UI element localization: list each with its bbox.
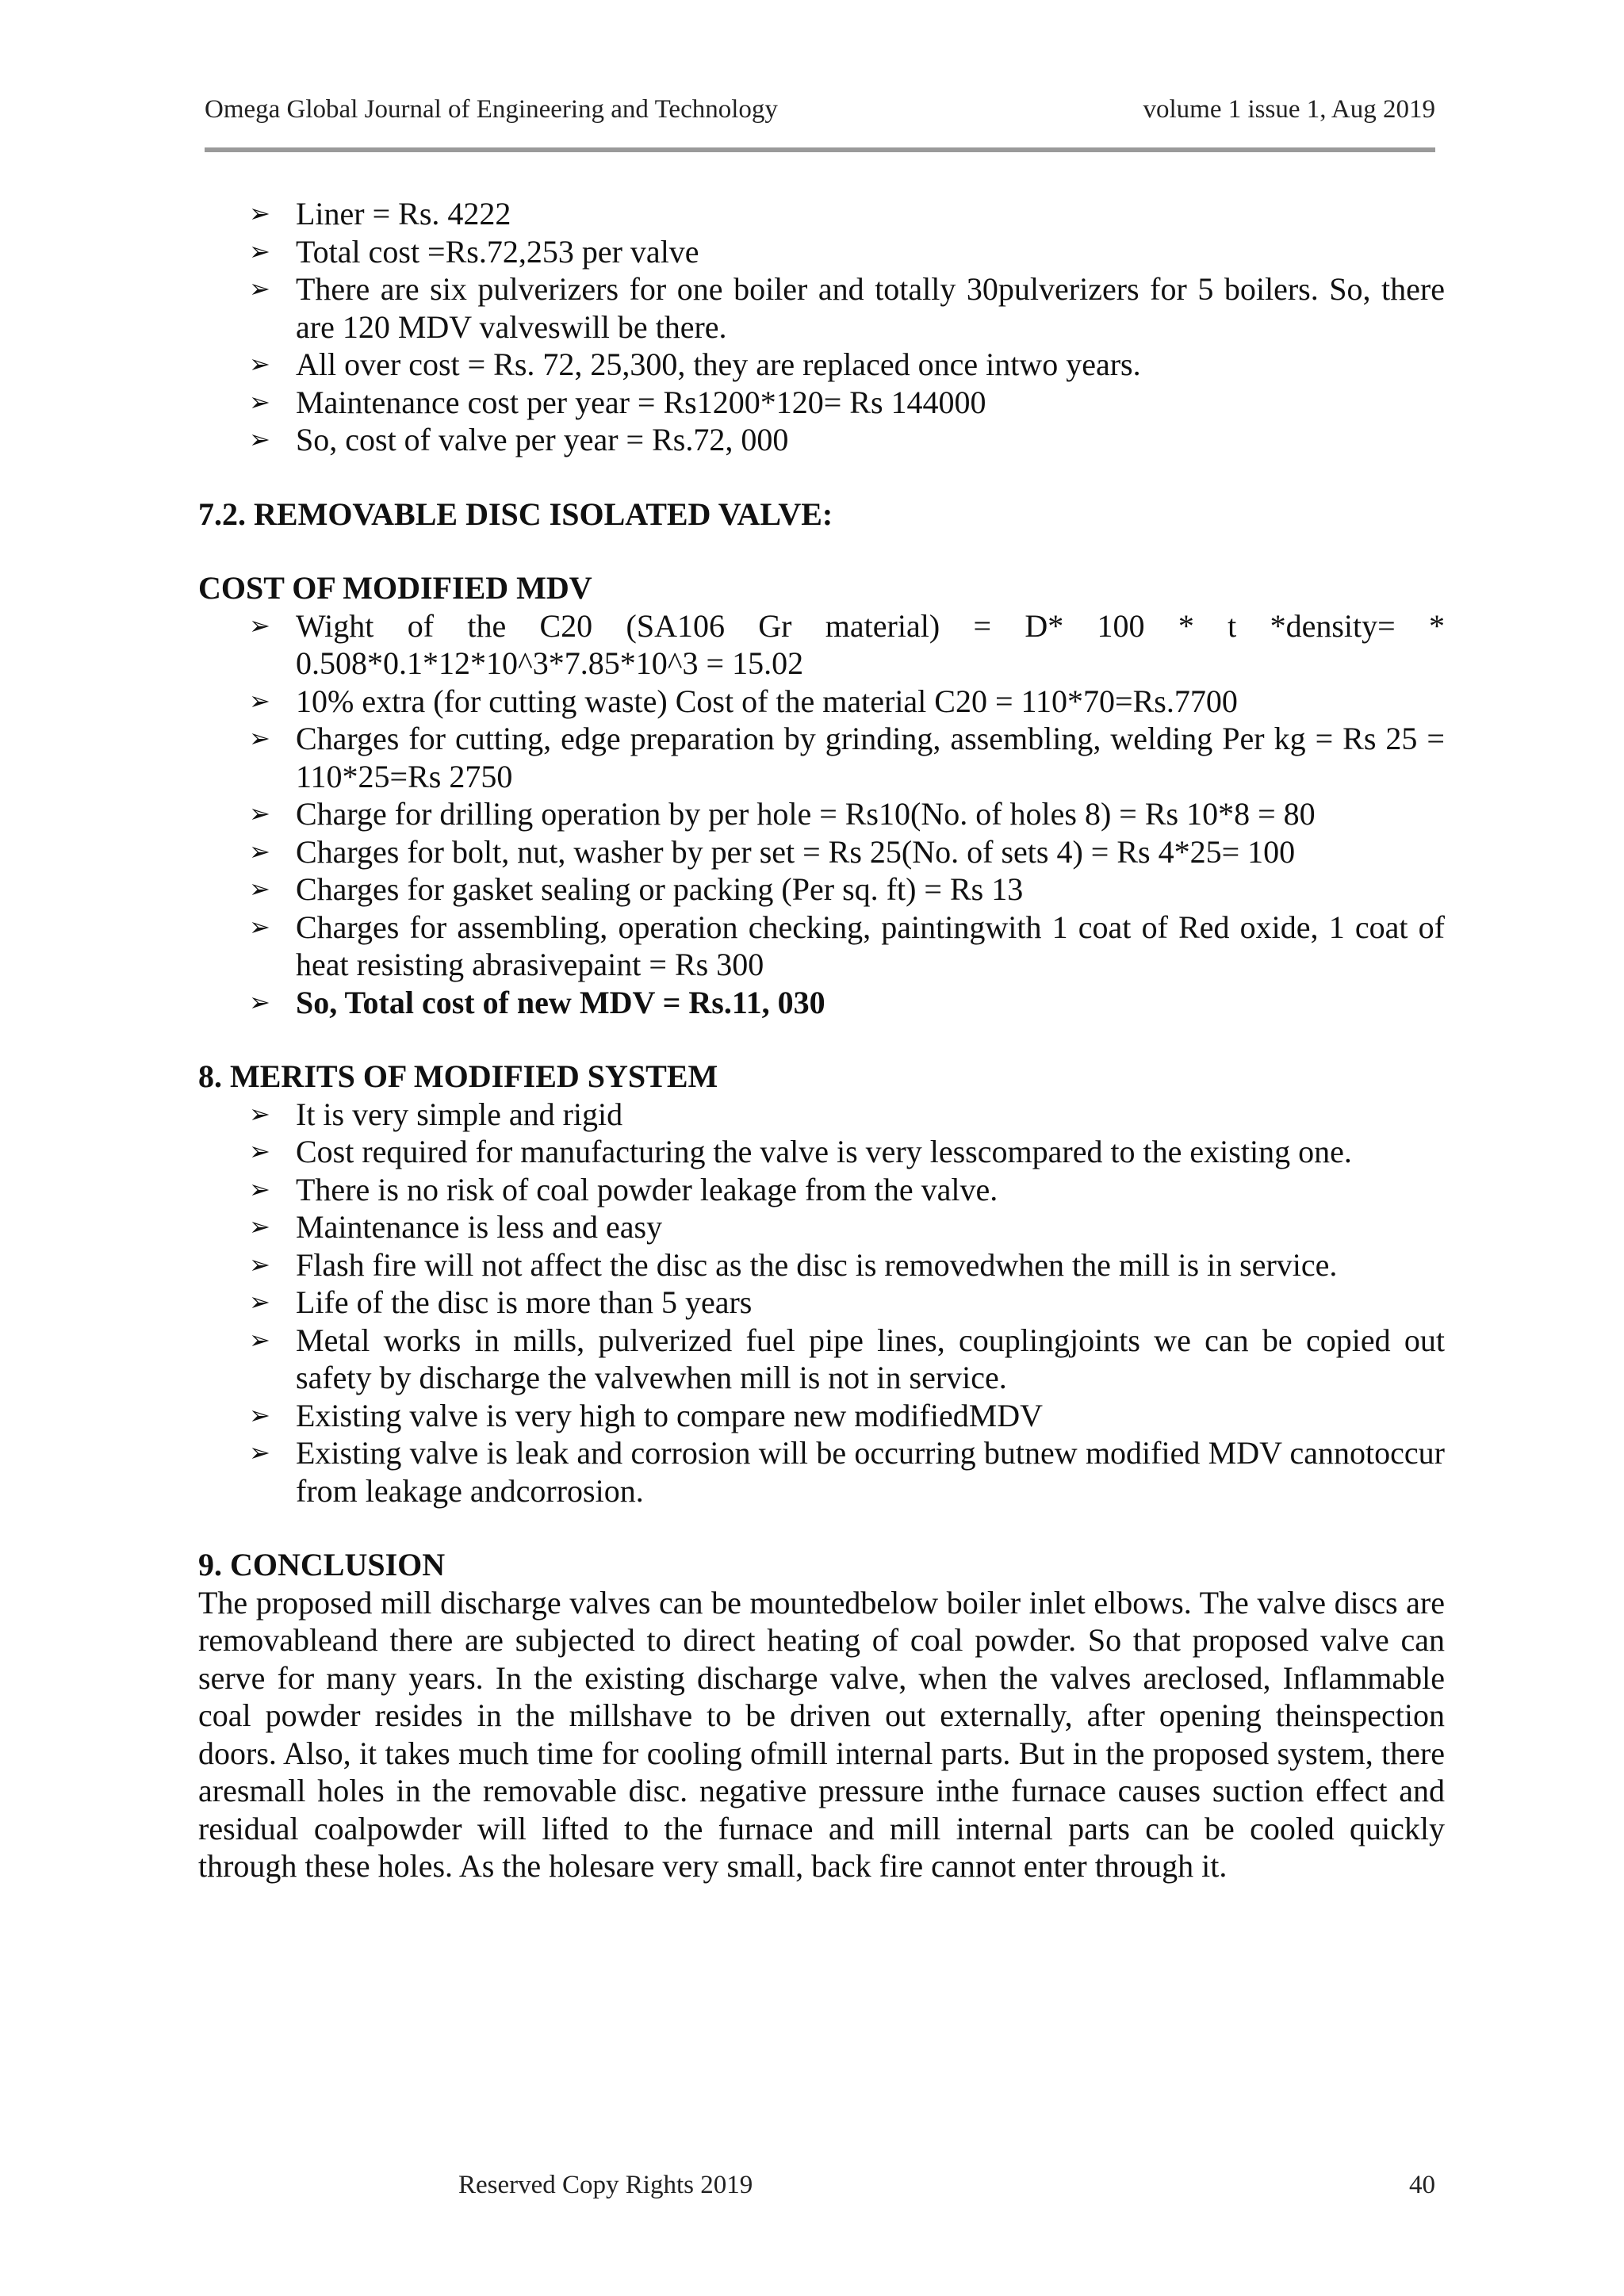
arrow-bullet-icon: ➢: [249, 911, 270, 942]
merits-list: [198, 1096, 1445, 1510]
arrow-bullet-icon: ➢: [249, 1173, 270, 1204]
list-item: ➢ Liner = Rs. 4222: [249, 196, 511, 232]
list-item: ➢ Maintenance is less and easy: [249, 1209, 663, 1245]
arrow-bullet-icon: ➢: [249, 349, 270, 379]
arrow-bullet-icon: ➢: [249, 1211, 270, 1242]
list-item: ➢ Wight of the C20 (SA106 Gr material) = D* 100 * t *density= * 0.508*0.1*12*10^3*7.85*10^3 = 15.02: [249, 607, 1445, 681]
list-item: ➢ Metal works in mills, pulverized fuel pipe lines, couplingjoints we can be copied out safety by discharge the valvewhen mill is not in service.: [249, 1322, 1445, 1395]
section-heading-9: 9. CONCLUSION: [198, 1547, 446, 1582]
cost-subheading: COST OF MODIFIED MDV: [198, 570, 592, 606]
arrow-bullet-icon: ➢: [249, 836, 270, 867]
list-item: ➢ 10% extra (for cutting waste) Cost of the material C20 = 110*70=Rs.7700: [249, 683, 1238, 719]
header-divider: [205, 147, 1435, 152]
arrow-bullet-icon: ➢: [249, 798, 270, 828]
page-content: [198, 195, 1445, 1885]
arrow-bullet-icon: ➢: [249, 1136, 270, 1166]
running-header: [205, 95, 1435, 151]
arrow-bullet-icon: ➢: [249, 386, 270, 417]
footer-copyright: Reserved Copy Rights 2019: [458, 2171, 753, 2199]
arrow-bullet-icon: ➢: [249, 723, 270, 753]
list-item: ➢ Existing valve is leak and corrosion will be occurring butnew modified MDV cannotoccur from leakage andcorrosion.: [249, 1435, 1445, 1509]
issue-info: volume 1 issue 1, Aug 2019: [1143, 95, 1435, 124]
arrow-bullet-icon: ➢: [249, 874, 270, 904]
arrow-bullet-icon: ➢: [249, 685, 270, 716]
arrow-bullet-icon: ➢: [249, 1249, 270, 1280]
list-item: ➢ Life of the disc is more than 5 years: [249, 1284, 753, 1320]
list-item: ➢ There are six pulverizers for one boiler and totally 30pulverizers for 5 boilers. So, there are 120 MDV valveswill be there.: [249, 271, 1445, 345]
list-item: ➢ All over cost = Rs. 72, 25,300, they are replaced once intwo years.: [249, 346, 1141, 382]
conclusion-paragraph: The proposed mill discharge valves can be mountedbelow boiler inlet elbows. The valve discs are removableand there are subjected to direct heating of coal powder. So that proposed valve can serve for many years. In the existing discharge valve, when the valves areclosed, Inflammable coal powder resides in the millshave to be driven out externally, after opening theinspection doors. Also, it takes much time for cooling ofmill internal parts. But in the proposed system, there aresmall holes in the removable disc. negative pressure inthe furnace causes suction effect and residual coalpowder will lifted to the furnace and mill internal parts can be cooled quickly through these holes. As the holesare very small, back fire cannot enter through it.: [198, 1584, 1445, 1884]
list-item: ➢ It is very simple and rigid: [249, 1096, 623, 1132]
arrow-bullet-icon: ➢: [249, 1324, 270, 1355]
journal-title: Omega Global Journal of Engineering and Technology: [205, 95, 778, 124]
arrow-bullet-icon: ➢: [249, 235, 270, 266]
arrow-bullet-icon: ➢: [249, 1098, 270, 1129]
arrow-bullet-icon: ➢: [249, 610, 270, 641]
list-item: ➢ Maintenance cost per year = Rs1200*120= Rs 144000: [249, 384, 986, 420]
arrow-bullet-icon: ➢: [249, 1399, 270, 1430]
total-cost-item: ➢ So, Total cost of new MDV = Rs.11, 030: [249, 984, 825, 1020]
arrow-bullet-icon: ➢: [249, 1287, 270, 1317]
list-item: ➢ There is no risk of coal powder leakage from the valve.: [249, 1171, 998, 1207]
arrow-bullet-icon: ➢: [249, 274, 270, 304]
section-heading-8: 8. MERITS OF MODIFIED SYSTEM: [198, 1058, 718, 1094]
list-item: ➢ Charges for cutting, edge preparation by grinding, assembling, welding Per kg = Rs 25 = 110*25=Rs 2750: [249, 721, 1445, 794]
modified-cost-list: [198, 607, 1445, 1022]
arrow-bullet-icon: ➢: [249, 986, 270, 1017]
list-item: ➢ Charge for drilling operation by per hole = Rs10(No. of holes 8) = Rs 10*8 = 80: [249, 796, 1316, 832]
list-item: ➢ Cost required for manufacturing the valve is very lesscompared to the existing one.: [249, 1134, 1352, 1169]
list-item: ➢ Total cost =Rs.72,253 per valve: [249, 233, 699, 270]
section-heading-7-2: 7.2. REMOVABLE DISC ISOLATED VALVE:: [198, 496, 833, 532]
list-item: ➢ Charges for assembling, operation checking, paintingwith 1 coat of Red oxide, 1 coat of heat resisting abrasivepaint = Rs 300: [249, 909, 1445, 982]
list-item: ➢ So, cost of valve per year = Rs.72, 000: [249, 422, 789, 457]
arrow-bullet-icon: ➢: [249, 1437, 270, 1468]
arrow-bullet-icon: ➢: [249, 424, 270, 454]
page-number: 40: [1409, 2171, 1435, 2199]
list-item: ➢ Charges for gasket sealing or packing (Per sq. ft) = Rs 13: [249, 871, 1024, 907]
cost-summary-list: [198, 195, 1445, 459]
list-item: ➢ Flash fire will not affect the disc as the disc is removedwhen the mill is in service.: [249, 1246, 1338, 1283]
list-item: ➢ Existing valve is very high to compare new modifiedMDV: [249, 1397, 1044, 1433]
arrow-bullet-icon: ➢: [249, 198, 270, 228]
list-item: ➢ Charges for bolt, nut, washer by per set = Rs 25(No. of sets 4) = Rs 4*25= 100: [249, 833, 1296, 870]
